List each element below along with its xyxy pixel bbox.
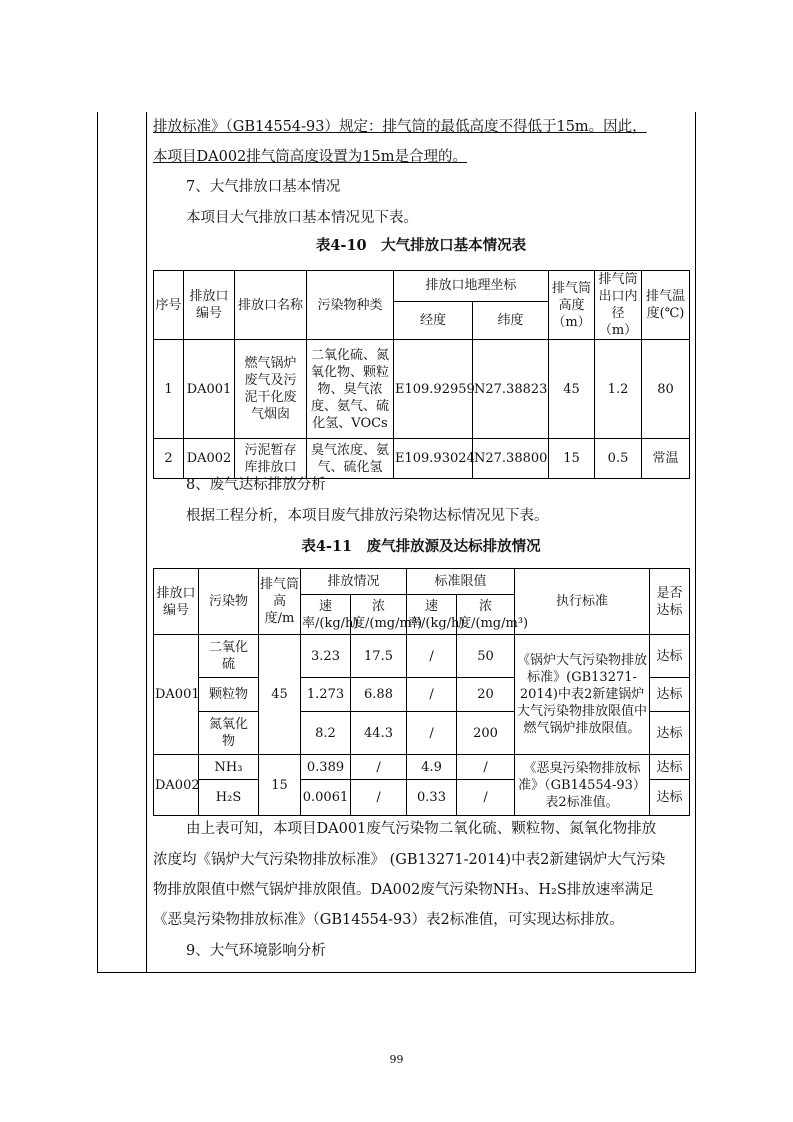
table-row — [154, 635, 690, 678]
cell: 1 — [154, 340, 184, 439]
header-cell: 排气温度(℃) — [642, 271, 690, 340]
frame-divider — [146, 112, 147, 973]
cell: / — [457, 755, 515, 780]
header-cell: 排放口编号 — [154, 569, 199, 635]
header-cell: 速率/(kg/h) — [301, 595, 351, 635]
cell: 6.88 — [351, 678, 407, 712]
cell: 二氧化硫、氮氧化物、颗粒物、臭气浓度、氨气、硫化氢、VOCs — [307, 340, 394, 439]
cell: 0.389 — [301, 755, 351, 780]
page-number: 99 — [389, 1053, 404, 1066]
header-cell: 序号 — [154, 271, 184, 340]
cell: 污泥暂存库排放口 — [235, 439, 307, 479]
table-title: 表4-10 大气排放口基本情况表 — [315, 237, 527, 254]
header-cell: 污染物种类 — [307, 271, 394, 340]
cell: 《锅炉大气污染物排放标准》(GB13271-2014)中表2新建锅炉大气污染物排放限值中燃气锅炉排放限值。 — [515, 635, 650, 755]
cell: 15 — [549, 439, 595, 479]
cell: 2 — [154, 439, 184, 479]
cell: DA001 — [184, 340, 235, 439]
cell: / — [407, 712, 457, 755]
paragraph-line: 排放标准》（GB14554-93）规定：排气筒的最低高度不得低于15m。因此， — [153, 119, 647, 135]
table-row — [154, 755, 690, 780]
header-cell: 浓度/(mg/m³) — [457, 595, 515, 635]
cell: / — [457, 780, 515, 816]
cell: 17.5 — [351, 635, 407, 678]
header-cell: 执行标准 — [515, 569, 650, 635]
paragraph-line: 《恶臭污染物排放标准》（GB14554-93）表2标准值，可实现达标排放。 — [153, 912, 624, 928]
cell: 常温 — [642, 439, 690, 479]
cell: 达标 — [650, 780, 690, 816]
header-cell: 排气筒高度/m — [259, 569, 301, 635]
header-cell: 排放情况 — [301, 569, 407, 595]
section-heading-9: 9、大气环境影响分析 — [186, 943, 326, 959]
cell: 3.23 — [301, 635, 351, 678]
paragraph-line: 由上表可知，本项目DA001废气污染物二氧化硫、颗粒物、氮氧化物排放 — [186, 821, 657, 837]
cell: 1.273 — [301, 678, 351, 712]
section-heading-7: 7、大气排放口基本情况 — [186, 179, 341, 195]
cell: DA002 — [184, 439, 235, 479]
cell: 4.9 — [407, 755, 457, 780]
cell: 二氧化硫 — [199, 635, 259, 678]
header-cell: 速率/(kg/h) — [407, 595, 457, 635]
cell: E109.92959 — [394, 340, 473, 439]
cell: 50 — [457, 635, 515, 678]
header-cell: 标准限值 — [407, 569, 515, 595]
header-cell: 排放口名称 — [235, 271, 307, 340]
cell: / — [351, 780, 407, 816]
cell: E109.93024 — [394, 439, 473, 479]
header-cell: 排气筒出口内径（m） — [595, 271, 642, 340]
cell: H₂S — [199, 780, 259, 816]
paragraph-line: 本项目大气排放口基本情况见下表。 — [186, 210, 418, 226]
section-heading-8: 8、废气达标排放分析 — [186, 477, 326, 493]
cell: 45 — [549, 340, 595, 439]
cell: 44.3 — [351, 712, 407, 755]
cell: 8.2 — [301, 712, 351, 755]
cell: 1.2 — [595, 340, 642, 439]
cell: / — [407, 635, 457, 678]
table-row — [154, 340, 690, 439]
cell: 200 — [457, 712, 515, 755]
paragraph-line: 本项目DA002排气筒高度设置为15m是合理的。 — [153, 149, 467, 165]
cell: DA001 — [154, 635, 199, 755]
cell: 臭气浓度、氨气、硫化氢 — [307, 439, 394, 479]
cell: 达标 — [650, 635, 690, 678]
cell: 达标 — [650, 678, 690, 712]
cell: 燃气锅炉废气及污泥干化废气烟囱 — [235, 340, 307, 439]
header-cell: 污染物 — [199, 569, 259, 635]
emission-compliance-table — [153, 568, 690, 816]
cell: / — [407, 678, 457, 712]
cell: DA002 — [154, 755, 199, 816]
cell: 氮氧化物 — [199, 712, 259, 755]
header-cell: 纬度 — [473, 301, 549, 339]
paragraph-line: 物排放限值中燃气锅炉排放限值。DA002废气污染物NH₃、H₂S排放速率满足 — [153, 882, 654, 898]
paragraph-line: 根据工程分析，本项目废气排放污染物达标情况见下表。 — [186, 508, 549, 524]
cell: 《恶臭污染物排放标准》（GB14554-93）表2标准值。 — [515, 755, 650, 816]
paragraph-line: 浓度均《锅炉大气污染物排放标准》 (GB13271-2014)中表2新建锅炉大气污染 — [153, 852, 666, 868]
cell: 80 — [642, 340, 690, 439]
header-cell: 排放口地理坐标 — [394, 271, 549, 302]
cell: 0.0061 — [301, 780, 351, 816]
cell: N27.38800 — [473, 439, 549, 479]
cell: 20 — [457, 678, 515, 712]
header-cell: 排放口编号 — [184, 271, 235, 340]
outlet-basic-table — [153, 270, 690, 479]
cell: 达标 — [650, 712, 690, 755]
cell: 颗粒物 — [199, 678, 259, 712]
header-cell: 排气筒高度（m） — [549, 271, 595, 340]
cell: 达标 — [650, 755, 690, 780]
cell: N27.38823 — [473, 340, 549, 439]
header-cell: 浓度/(mg/m³) — [351, 595, 407, 635]
table-title: 表4-11 废气排放源及达标排放情况 — [301, 538, 541, 555]
table-row — [154, 439, 690, 479]
cell: 45 — [259, 635, 301, 755]
cell: 0.33 — [407, 780, 457, 816]
header-cell: 是否达标 — [650, 569, 690, 635]
cell: NH₃ — [199, 755, 259, 780]
cell: 15 — [259, 755, 301, 816]
cell: 0.5 — [595, 439, 642, 479]
cell: / — [351, 755, 407, 780]
header-cell: 经度 — [394, 301, 473, 339]
